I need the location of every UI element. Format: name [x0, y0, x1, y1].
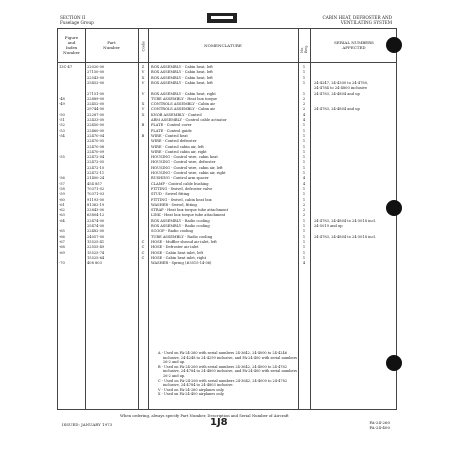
figure-cell: -70	[59, 261, 65, 266]
system-title-line1: CABIN HEAT, DEFROSTER AND	[322, 15, 392, 20]
nomenclature-cell: KNOB ASSEMBLY - Control	[151, 112, 202, 117]
part-number-cell: 22472-04	[87, 155, 105, 160]
nomenclature-cell: HOSE - Cabin heat inlet, left	[151, 250, 204, 255]
ordering-note: When ordering, always specify Part Number, Description and Serial Number of Aircraft	[120, 413, 289, 418]
nomenclature-cell: SCOOP - Radio cooling	[151, 229, 193, 234]
qty-cell: 1	[302, 128, 306, 133]
part-number-cell: 15525-64	[87, 255, 105, 260]
code-cell: V	[141, 107, 145, 112]
note-a: A - Used on PA-24-260 with serial numbers 24-3642, 24-4000 to 24-4246 inclusive, 24-4248 to 24-4299 inclusive, and PA-24-400 with serial numbers 26-2 and up.	[158, 351, 298, 365]
code-cell: X	[141, 75, 145, 80]
nomenclature-cell: LINK - Heat box torque tube attachment	[151, 213, 226, 218]
nomenclature-cell: WASHER - Swivel, fitting	[151, 202, 197, 207]
binder-hole-icon	[386, 355, 402, 371]
parts-table	[57, 28, 397, 410]
qty-cell: 4	[302, 176, 306, 181]
nomenclature-cell: HOSE - Cabin heat inlet, right	[151, 255, 207, 260]
part-number-cell: 70371-02	[87, 186, 105, 191]
issued-date: ISSUED: JANUARY 1973	[62, 422, 113, 427]
note-b: B - Used on PA-24-260 with serial numbers 24-3642, 24-4000 to 24-4782 inclusive, 24-4784 to 24-4800 inclusive, and PA-24-400 with serial numbers 26-2 and up.	[158, 364, 298, 378]
qty-cell: 2	[302, 202, 306, 207]
part-number-cell: 15525-41	[87, 239, 105, 244]
figure-cell: -58	[59, 186, 65, 191]
figure-cell: -54	[59, 133, 65, 138]
serial-cell: 24-4247, 24-4300 to 24-4780,	[314, 80, 369, 85]
figure-cell: -65	[59, 229, 65, 234]
part-number-cell: 81362-19	[87, 202, 105, 207]
qty-column-header: No. Req.	[300, 45, 308, 53]
qty-cell: 1	[302, 91, 306, 96]
table-row	[58, 261, 396, 266]
binder-hole-icon	[386, 200, 402, 216]
nomenclature-cell: CONTROLS ASSEMBLY - Cabin air	[151, 107, 216, 112]
part-number-cell: 22543-00	[87, 75, 105, 80]
code-cell: C	[141, 245, 145, 250]
nomenclature-cell: BOX ASSEMBLY - Radio cooling	[151, 224, 210, 228]
code-cell: Z	[141, 65, 145, 69]
figure-cell: -49	[59, 102, 65, 107]
part-number-cell: 27151-00	[87, 91, 105, 96]
figure-cell: 13C-47	[59, 65, 73, 69]
qty-cell: 2	[302, 96, 306, 101]
header-text: and	[67, 40, 76, 45]
header-text: SERIAL NUMBERS	[334, 40, 374, 45]
code-cell: C	[141, 239, 145, 244]
model-400: PA-24-400	[369, 425, 390, 430]
note-c: C - Used on PA-24-260 with serial numbers 24-3642, 24-4000 to 24-4782 inclusive, 24-4784 to 24-4803 inclusive.	[158, 378, 288, 388]
qty-cell: 1	[302, 123, 306, 128]
nomenclature-cell: TUBE ASSEMBLY - Radio cooling	[151, 234, 213, 239]
nomenclature-cell: BOX ASSEMBLY - Cabin heat, left	[151, 75, 213, 80]
nomenclature-cell: HOSE - Muffler shroud air inlet, left	[151, 239, 217, 244]
nomenclature-cell: WIRE - Control cabin air, left	[151, 144, 204, 149]
figure-cell: -48	[59, 96, 65, 101]
serial-cell: 24-4783, 24-4804 and up	[314, 91, 360, 96]
part-number-cell: 22450-00	[87, 123, 105, 128]
part-number-cell: 22020-00	[87, 65, 105, 69]
part-number-cell: 22470-05	[87, 139, 105, 144]
qty-cell: 1	[302, 165, 306, 170]
group-label: Fuselage Group	[60, 20, 94, 25]
qty-cell: 1	[302, 239, 306, 244]
system-title	[323, 15, 392, 25]
part-number-cell: 22460-00	[87, 128, 105, 133]
figure-cell: -56	[59, 176, 65, 181]
figure-cell: -59	[59, 192, 65, 197]
qty-cell: 1	[302, 245, 306, 250]
figure-cell: -67	[59, 239, 65, 244]
part-number-cell: 91193-00	[87, 197, 105, 202]
binder-hole-icon	[386, 37, 402, 53]
qty-cell: 2	[302, 107, 306, 112]
header-text: Number	[103, 45, 120, 50]
nomenclature-cell: BUSHING - Control arm spacer	[151, 176, 209, 181]
part-number-cell: 22287-00	[87, 112, 105, 117]
qty-cell: 2	[302, 208, 306, 213]
nomenclature-cell: WIRE - Control heat	[151, 133, 188, 138]
code-cell: V	[141, 80, 145, 85]
serial-cell: 24-4783, 24-4804 to 24-5018 incl.	[314, 234, 376, 239]
nomenclature-cell: WIRE - Control defroster	[151, 139, 197, 144]
nomenclature-cell: BOX ASSEMBLY - Cabin heat, left	[151, 70, 213, 75]
page-code: 1J8	[210, 417, 228, 428]
figure-cell: -64	[59, 218, 65, 223]
qty-cell: 1	[302, 144, 306, 149]
nomenclature-cell: STUD - Swivel fitting	[151, 192, 190, 197]
header-text: Number	[63, 50, 80, 55]
qty-cell: 1	[302, 139, 306, 144]
qty-cell: 1	[302, 192, 306, 197]
serial-cell: 24-4783, 24-4804 and up	[314, 107, 360, 112]
part-number-cell: 454 857	[87, 181, 102, 186]
code-cell: X	[141, 102, 145, 107]
nomenclature-cell: PLATE - Control cover	[151, 123, 192, 128]
serial-column-header	[310, 40, 398, 50]
qty-cell: 1	[302, 80, 306, 85]
qty-cell: 1	[302, 65, 306, 69]
nomenclature-cell: BOX ASSEMBLY - Cabin heat, right	[151, 91, 216, 96]
nomenclature-cell: HOUSING - Control wire, cabin air, left	[151, 165, 223, 170]
part-column-header	[85, 40, 138, 50]
qty-cell: 4	[302, 181, 306, 186]
qty-cell: 1	[302, 155, 306, 160]
nomenclature-cell: CONTROLS ASSEMBLY - Cabin air	[151, 102, 216, 107]
part-number-cell: 408 803	[87, 261, 102, 266]
qty-cell: 1	[302, 186, 306, 191]
nomenclature-cell: BOX ASSEMBLY - Cabin heat, left	[151, 80, 213, 85]
table-header	[58, 29, 396, 63]
header-text: Figure	[64, 35, 79, 40]
part-number-cell: 22472-05	[87, 160, 105, 165]
nomenclature-cell: WIRE - Control cabin air, right	[151, 149, 207, 154]
part-number-cell: 22452-00	[87, 102, 105, 107]
serial-cell: 24-5019 and up	[314, 224, 343, 228]
header-text: AFFECTED	[342, 45, 366, 50]
part-number-cell: 29744-00	[87, 107, 105, 112]
qty-cell: 2	[302, 102, 306, 107]
nomenclature-cell: HOUSING - Control wire, cabin heat	[151, 155, 218, 160]
part-number-cell: 22555-49	[87, 245, 105, 250]
part-number-cell: 24057-00	[87, 234, 105, 239]
figure-cell: -52	[59, 123, 65, 128]
part-number-cell: 63804-12	[87, 213, 105, 218]
note-x: X - Used on PA-24-400 airplanes only.	[158, 392, 225, 397]
nomenclature-cell: FITTING - Swivel, cabin heat box	[151, 197, 212, 202]
nomenclature-column-header: NOMENCLATURE	[204, 43, 242, 48]
nomenclature-cell: ARM ASSEMBLY - Control cable actuator	[151, 118, 227, 122]
header-text: Part	[107, 40, 116, 45]
part-number-cell: 27150-00	[87, 70, 105, 75]
model-260: PA-24-260	[369, 420, 390, 425]
part-number-cell: 22472-10	[87, 165, 105, 170]
nomenclature-cell: TUBE ASSEMBLY - Heat box torque	[151, 96, 217, 101]
qty-cell: 1	[302, 171, 306, 175]
part-number-cell: 15525-74	[87, 250, 105, 255]
piper-logo-icon	[207, 13, 237, 23]
qty-cell: 1	[302, 255, 306, 260]
qty-cell: 1	[302, 234, 306, 239]
nomenclature-cell: FITTING - Swivel, defroster valve	[151, 186, 213, 191]
nomenclature-cell: HOUSING - Control wire, defroster	[151, 160, 216, 165]
code-notes	[158, 351, 303, 397]
header-text: Index	[65, 45, 78, 50]
part-number-cell: 25474-00	[87, 224, 105, 228]
qty-cell: 1	[302, 218, 306, 223]
figure-cell: -69	[59, 250, 65, 255]
part-number-cell: 21400-24	[87, 176, 105, 181]
serial-cell: 24-4784 to 24-4800 inclusive	[314, 86, 367, 91]
figure-cell: -51	[59, 118, 65, 122]
serial-cell: 24-4783, 24-4804 to 24-5018 incl.	[314, 218, 376, 223]
qty-cell: 1	[302, 229, 306, 234]
figure-cell: -50	[59, 112, 65, 117]
qty-cell: 1	[302, 224, 306, 228]
part-number-cell: 70371-03	[87, 192, 105, 197]
section-label: SECTION II	[60, 15, 86, 20]
figure-cell: -60	[59, 197, 65, 202]
nomenclature-cell: BOX ASSEMBLY - Cabin heat, left	[151, 65, 213, 69]
part-number-cell: 22470-08	[87, 144, 105, 149]
qty-cell: 1	[302, 149, 306, 154]
part-number-cell: 22889-00	[87, 96, 105, 101]
nomenclature-cell: PLATE - Control guide	[151, 128, 192, 133]
nomenclature-cell: CLAMP - Control cable bushing	[151, 181, 209, 186]
nomenclature-cell: HOSE - Defroster air inlet	[151, 245, 199, 250]
part-number-cell: 22470-09	[87, 149, 105, 154]
qty-cell: 1	[302, 133, 306, 138]
qty-cell: 1	[302, 250, 306, 255]
code-cell: B	[141, 133, 145, 138]
code-cell: V	[141, 91, 145, 96]
qty-cell: 4	[302, 112, 306, 117]
part-number-cell: 22474-00	[87, 218, 105, 223]
system-title-line2: VENTILATING SYSTEM	[340, 20, 392, 25]
part-number-cell: 22482-00	[87, 229, 105, 234]
figure-cell: -68	[59, 245, 65, 250]
part-number-cell: 22472-11	[87, 171, 105, 175]
code-column-header: Code	[140, 41, 146, 52]
qty-cell: 1	[302, 75, 306, 80]
code-cell: X	[141, 112, 145, 117]
part-number-cell: 25452-00	[87, 80, 105, 85]
qty-cell: 4	[302, 261, 306, 266]
figure-cell: -62	[59, 208, 65, 213]
section-header	[60, 15, 94, 25]
figure-cell: -63	[59, 213, 65, 218]
code-cell: C	[141, 255, 145, 260]
qty-cell: 1	[302, 160, 306, 165]
part-number-cell: 22843-00	[87, 208, 105, 213]
model-numbers	[369, 420, 390, 430]
code-cell: V	[141, 70, 145, 75]
figure-cell: -66	[59, 234, 65, 239]
figure-cell: -57	[59, 181, 65, 186]
code-cell: B	[141, 123, 145, 128]
qty-cell: 1	[302, 70, 306, 75]
part-number-cell: 22433-00	[87, 118, 105, 122]
nomenclature-cell: HOUSING - Control wire, cabin air, right	[151, 171, 226, 175]
nomenclature-cell: WASHER - Spring (#3515-14-06)	[151, 261, 212, 266]
code-cell: C	[141, 250, 145, 255]
figure-cell: -53	[59, 128, 65, 133]
qty-cell: 4	[302, 118, 306, 122]
part-number-cell: 22470-04	[87, 133, 105, 138]
qty-cell: 2	[302, 213, 306, 218]
qty-cell: 1	[302, 197, 306, 202]
figure-cell: -55	[59, 155, 65, 160]
nomenclature-cell: BOX ASSEMBLY - Radio cooling	[151, 218, 210, 223]
figure-cell: -61	[59, 202, 65, 207]
note-v: V - Used on PA-24-260 airplanes only.	[158, 387, 225, 392]
figure-column-header	[58, 35, 85, 55]
nomenclature-cell: STRAP - Heat box torque tube attachment	[151, 208, 229, 213]
